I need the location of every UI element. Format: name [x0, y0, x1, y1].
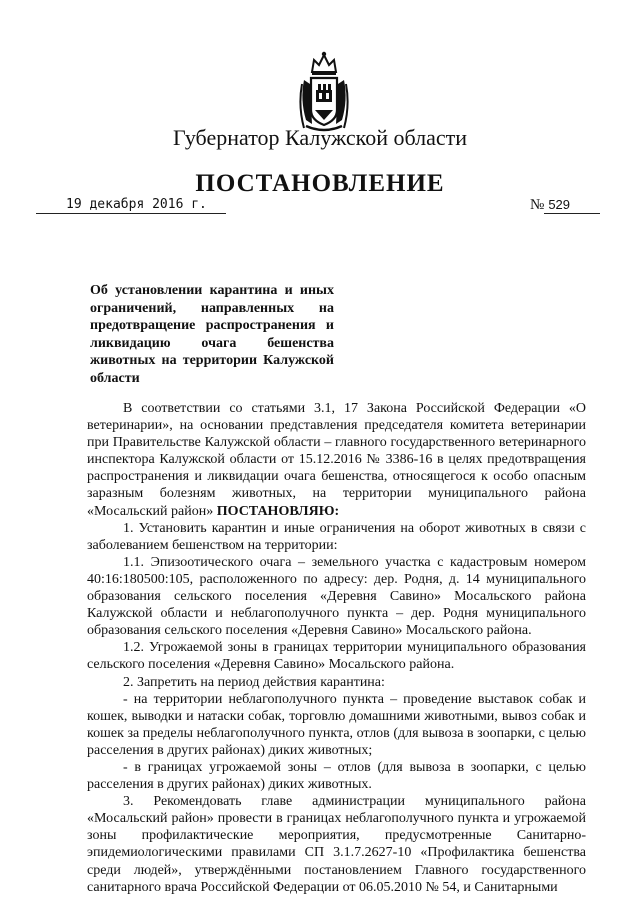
item-2-b: - в границах угрожаемой зоны – отлов (для вывоза в зоопарки, с целью расселения в других районах) диких животных. [87, 759, 586, 793]
item-2: 2. Запретить на период действия карантина: [123, 674, 385, 690]
document-type-title: ПОСТАНОВЛЕНИЕ [195, 170, 445, 197]
number-value: 529 [544, 196, 600, 214]
document-date [36, 197, 226, 214]
coat-of-arms-icon [298, 50, 350, 132]
item-3: 3. Рекомендовать главе администрации муниципального района «Мосальский район» провести в границах неблагополучного пункта и угрожаемой зоны профилактические мероприятия, предусмотренные Санитарно-эпидемиологическими правилами СП 3.1.7.2627-10 «Профилактика бешенства среди людей», утверждёнными постановлением Главного государственного санитарного врача Российской Федерации от 06.05.2010 № 54, и Санитарными [87, 794, 586, 895]
document-date-value: 19 декабря 2016 г. [66, 197, 207, 212]
preamble-text: В соответствии со статьями 3.1, 17 Закона Российской Федерации «О ветеринарии», на основании представления председателя комитета ветеринарии при Правительстве Калужской области – главного государственного ветеринарного инспектора Калужской области от 15.12.2016 № 3386-16 в целях предотвращения распространения и ликвидации очага бешенства, относящегося к особо опасным заразным болезням животных, на территории муниципального района «Мосальский район» [87, 401, 586, 519]
issuing-authority: Губернатор Калужской области [172, 125, 468, 150]
preamble-paragraph [87, 400, 586, 520]
item-1-1: 1.1. Эпизоотического очага – земельного участка с кадастровым номером 40:16:180500:105, расположенного по адресу: дер. Родня, д. 14 муниципального образования сельского поселения «Деревня Савино» Мосальского района Калужской области и неблагополучного пункта – дер. Родня муниципального образования сельского поселения «Деревня Савино» Мосальского района. [87, 554, 586, 639]
document-number [530, 196, 600, 214]
number-prefix: № [530, 197, 545, 213]
document-subject: Об установлении карантина и иных ограничений, направленных на предотвращение распространения и ликвидацию очага бешенства животных на территории Калужской области [90, 283, 334, 386]
item-1-2: 1.2. Угрожаемой зоны в границах территории муниципального образования сельского поселения «Деревня Савино» Мосальского района. [87, 640, 586, 673]
decree-word: ПОСТАНОВЛЯЮ: [216, 503, 340, 519]
item-1: 1. Установить карантин и иные ограничения на оборот животных в связи с заболеванием бешенством на территории: [87, 520, 586, 553]
item-2-a: - на территории неблагополучного пункта – проведение выставок собак и кошек, выводки и натаски собак, торговлю домашними животными, вывоз собак и кошек за пределы неблагополучного пункта, отлов (для вывоза в зоопарки, с целью расселения в других районах) диких животных; [87, 691, 586, 758]
document-body [87, 400, 586, 896]
